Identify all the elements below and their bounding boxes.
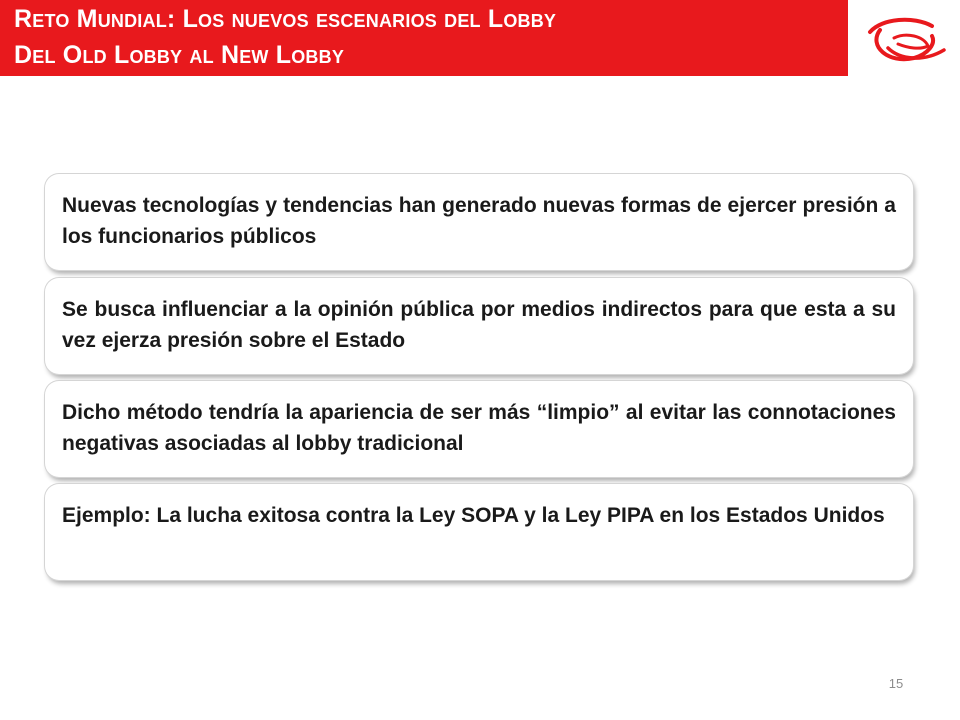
- list-item-text: Nuevas tecnologías y tendencias han generado nuevas formas de ejercer presión a los funcionarios públicos: [62, 194, 896, 248]
- title-bar: [0, 0, 848, 76]
- slide-subtitle: Del Old Lobby al New Lobby: [14, 41, 345, 69]
- list-item: [45, 484, 913, 580]
- list-item: [45, 174, 913, 270]
- list-item-text: Dicho método tendría la apariencia de ser más “limpio” al evitar las connotaciones negativas asociadas al lobby tradicional: [62, 401, 896, 455]
- page-number: 15: [888, 676, 904, 691]
- slide-title: Reto Mundial: Los nuevos escenarios del Lobby: [14, 5, 557, 33]
- swirl-logo-icon: [858, 8, 950, 68]
- list-item: [45, 278, 913, 374]
- list-item: [45, 381, 913, 477]
- list-item-text: Se busca influenciar a la opinión pública por medios indirectos para que esta a su vez ejerza presión sobre el Estado: [62, 298, 896, 352]
- list-item-text: Ejemplo: La lucha exitosa contra la Ley SOPA y la Ley PIPA en los Estados Unidos: [62, 504, 885, 527]
